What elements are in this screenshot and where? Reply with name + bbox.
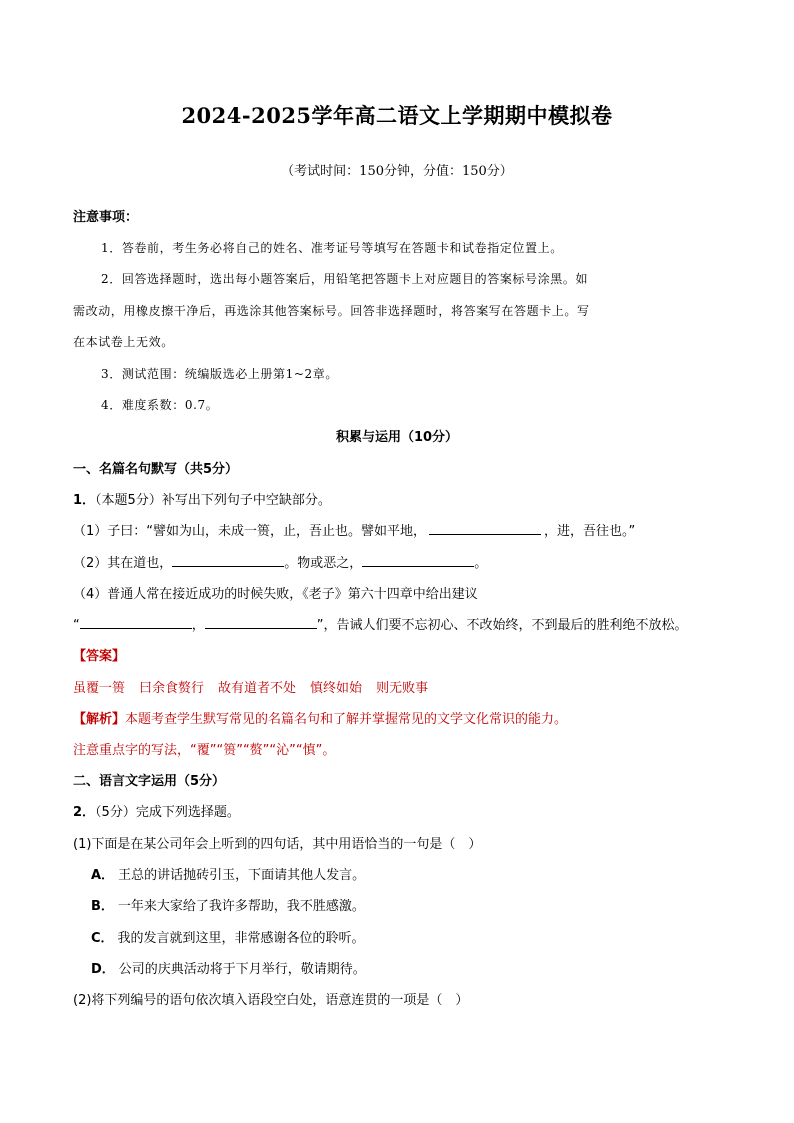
q1-line-2-end: 。 [474,556,488,571]
option-text: 王总的讲话抛砖引玉，下面请其他人发言。 [118,868,366,883]
exam-duration-and-score: （考试时间：150分钟，分值：150分） [281,164,513,179]
option-letter: D． [91,962,115,977]
comma: ， [191,618,205,633]
answer-item: 虽覆一篑 [73,681,126,696]
option-d[interactable] [91,958,366,977]
option-b[interactable] [91,895,365,914]
answer-item: 故有道者不处 [218,681,297,696]
answer-label-text: 【答案】 [73,649,126,664]
fill-blank[interactable] [172,555,284,567]
question-2 [73,801,240,820]
q1-line-1 [73,520,635,539]
question-1-number: 1． [73,493,96,508]
question-2-number: 2． [73,805,96,820]
notice-heading: 注意事项： [73,210,139,225]
notice-item-2-cont: 需改动，用橡皮擦干净后，再选涂其他答案标号。回答非选择题时，将答案写在答题卡上。写 [73,304,590,318]
notice-item-3: 3．测试范围：统编版选必上册第1~2章。 [101,367,338,381]
notice-item-2-end: 在本试卷上无效。 [73,335,174,349]
q1-line-1-text: （1）子曰：“譬如为山，未成一篑，止，吾止也。譬如平地， [73,524,427,539]
q1-line-1-end: ，进，吾往也。” [544,524,636,539]
q1-line-5 [73,614,688,633]
q1-line-4: （4）普通人常在接近成功的时候失败，《老子》第六十四章中给出建议 [73,587,478,602]
page-title: 2024-2025学年高二语文上学期期中模拟卷 [181,103,613,128]
sub-question-2: (2)将下列编号的语句依次填入语段空白处，语意连贯的一项是（ ） [73,993,469,1008]
analysis-note: 注意重点字的写法，“覆”“篑”“赘”“沁”“慎”。 [73,743,336,758]
answer-label [73,645,125,664]
q1-line-2 [73,552,487,571]
answer-list [73,677,442,696]
sub-question-1: (1)下面是在某公司年会上听到的四句话，其中用语恰当的一句是（ ） [73,837,482,852]
option-c[interactable] [91,927,365,946]
question-1-text: （本题5分）补写出下列句子中空缺部分。 [95,493,331,508]
option-text: 公司的庆典活动将于下月举行，敬请期待。 [118,962,366,977]
q1-line-2-text: （2）其在道也， [73,556,173,571]
answer-item: 慎终如始 [310,681,363,696]
part1-heading: 一、名篇名句默写（共5分） [73,462,239,477]
option-text: 我的发言就到这里，非常感谢各位的聆听。 [117,931,365,946]
analysis [73,708,567,727]
option-letter: B． [91,899,114,914]
notice-item-1: 1．答卷前，考生务必将自己的姓名、准考证号等填写在答题卡和试卷指定位置上。 [101,241,563,255]
option-text: 一年来大家给了我许多帮助，我不胜感激。 [117,899,365,914]
question-1 [73,489,331,508]
q1-line-2-mid: 。物或恶之， [284,556,363,571]
analysis-text: 本题考查学生默写常见的名篇名句和了解并掌握常见的文学文化常识的能力。 [125,712,568,727]
section-title: 积累与运用（10分） [335,430,459,445]
option-letter: C． [91,931,114,946]
notice-item-4: 4．难度系数：0.7。 [101,398,219,412]
question-2-text: （5分）完成下列选择题。 [95,805,240,820]
part2-heading: 二、语言文字运用（5分） [73,774,226,789]
option-letter: A． [91,868,115,883]
answer-item: 曰余食赘行 [139,681,205,696]
fill-blank[interactable] [80,617,192,629]
open-quote: “ [73,618,80,633]
answer-item: 则无败事 [376,681,429,696]
fill-blank[interactable] [362,555,474,567]
notice-item-2: 2．回答选择题时，选出每小题答案后，用铅笔把答题卡上对应题目的答案标号涂黑。如 [101,272,589,286]
analysis-label: 【解析】 [73,712,126,727]
fill-blank[interactable] [429,523,541,535]
q1-line-5-end: ”，告诫人们要不忘初心、不改始终，不到最后的胜利绝不放松。 [316,618,688,633]
option-a[interactable] [91,864,365,883]
fill-blank[interactable] [205,617,317,629]
